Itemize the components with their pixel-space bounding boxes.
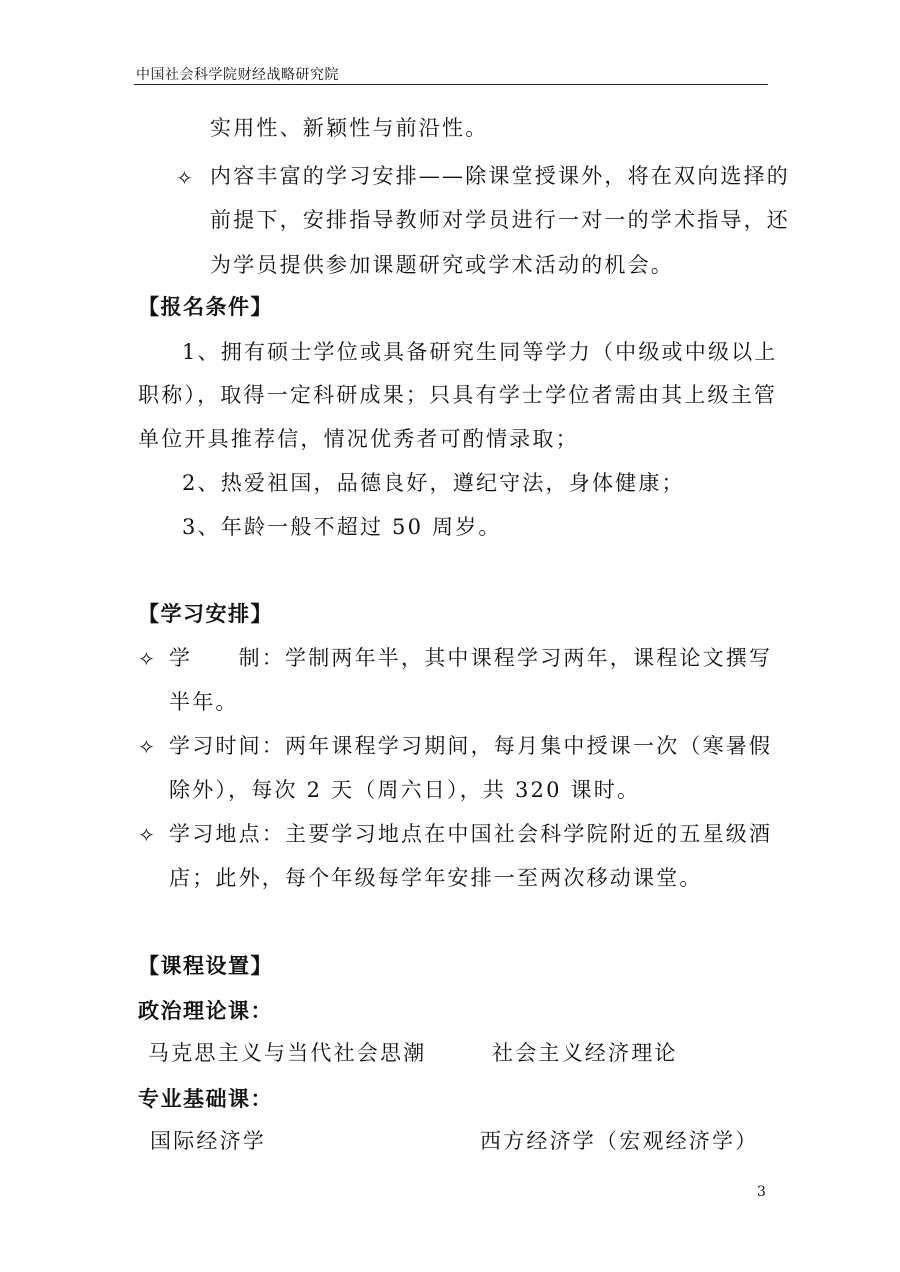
diamond-bullet-icon: ✧ [138, 823, 155, 847]
intro-item-line: 为学员提供参加课题研究或学术活动的机会。 [210, 253, 674, 277]
page-number: 3 [757, 1184, 766, 1200]
enrollment-line: 职称），取得一定科研成果；只具有学士学位者需由其上级主管 [138, 383, 778, 407]
enrollment-line: 3、年龄一般不超过 50 周岁。 [182, 515, 502, 539]
course-political-left: 马克思主义与当代社会思潮 [148, 1041, 427, 1065]
header-rule [134, 84, 768, 85]
document-header: 中国社会科学院财经战略研究院 [136, 67, 339, 83]
section-title-courses: 【课程设置】 [138, 953, 273, 978]
study-item-line: 半年。 [169, 690, 239, 714]
section-title-study: 【学习安排】 [138, 601, 273, 626]
course-basic-left: 国际经济学 [150, 1129, 266, 1153]
intro-item-line: 前提下，安排指导教师对学员进行一对一的学术指导，还 [210, 208, 790, 232]
diamond-bullet-icon: ✧ [176, 166, 193, 190]
course-category-basic: 专业基础课： [138, 1086, 273, 1111]
course-category-political: 政治理论课： [138, 998, 273, 1023]
intro-continuation: 实用性、新颖性与前沿性。 [210, 116, 489, 140]
study-item-line: 店；此外，每个年级每学年安排一至两次移动课堂。 [169, 866, 703, 890]
course-basic-right: 西方经济学（宏观经济学） [480, 1129, 759, 1153]
section-title-enrollment: 【报名条件】 [138, 294, 273, 319]
diamond-bullet-icon: ✧ [138, 647, 155, 671]
study-item-line: 学 制：学制两年半，其中课程学习两年，课程论文撰写 [169, 646, 773, 670]
diamond-bullet-icon: ✧ [138, 735, 155, 759]
course-political-right: 社会主义经济理论 [492, 1041, 678, 1065]
enrollment-line: 2、热爱祖国，品德良好，遵纪守法，身体健康； [182, 471, 685, 495]
study-item-line: 学习时间：两年课程学习期间，每月集中授课一次（寒暑假 [169, 734, 773, 758]
enrollment-line: 1、拥有硕士学位或具备研究生同等学力（中级或中级以上 [182, 340, 778, 364]
enrollment-line: 单位开具推荐信，情况优秀者可酌情录取； [138, 427, 579, 451]
study-item-line: 学习地点：主要学习地点在中国社会科学院附近的五星级酒 [169, 822, 773, 846]
intro-item-line: 内容丰富的学习安排——除课堂授课外，将在双向选择的 [210, 164, 790, 188]
study-item-line: 除外），每次 2 天（周六日），共 320 课时。 [169, 778, 641, 802]
